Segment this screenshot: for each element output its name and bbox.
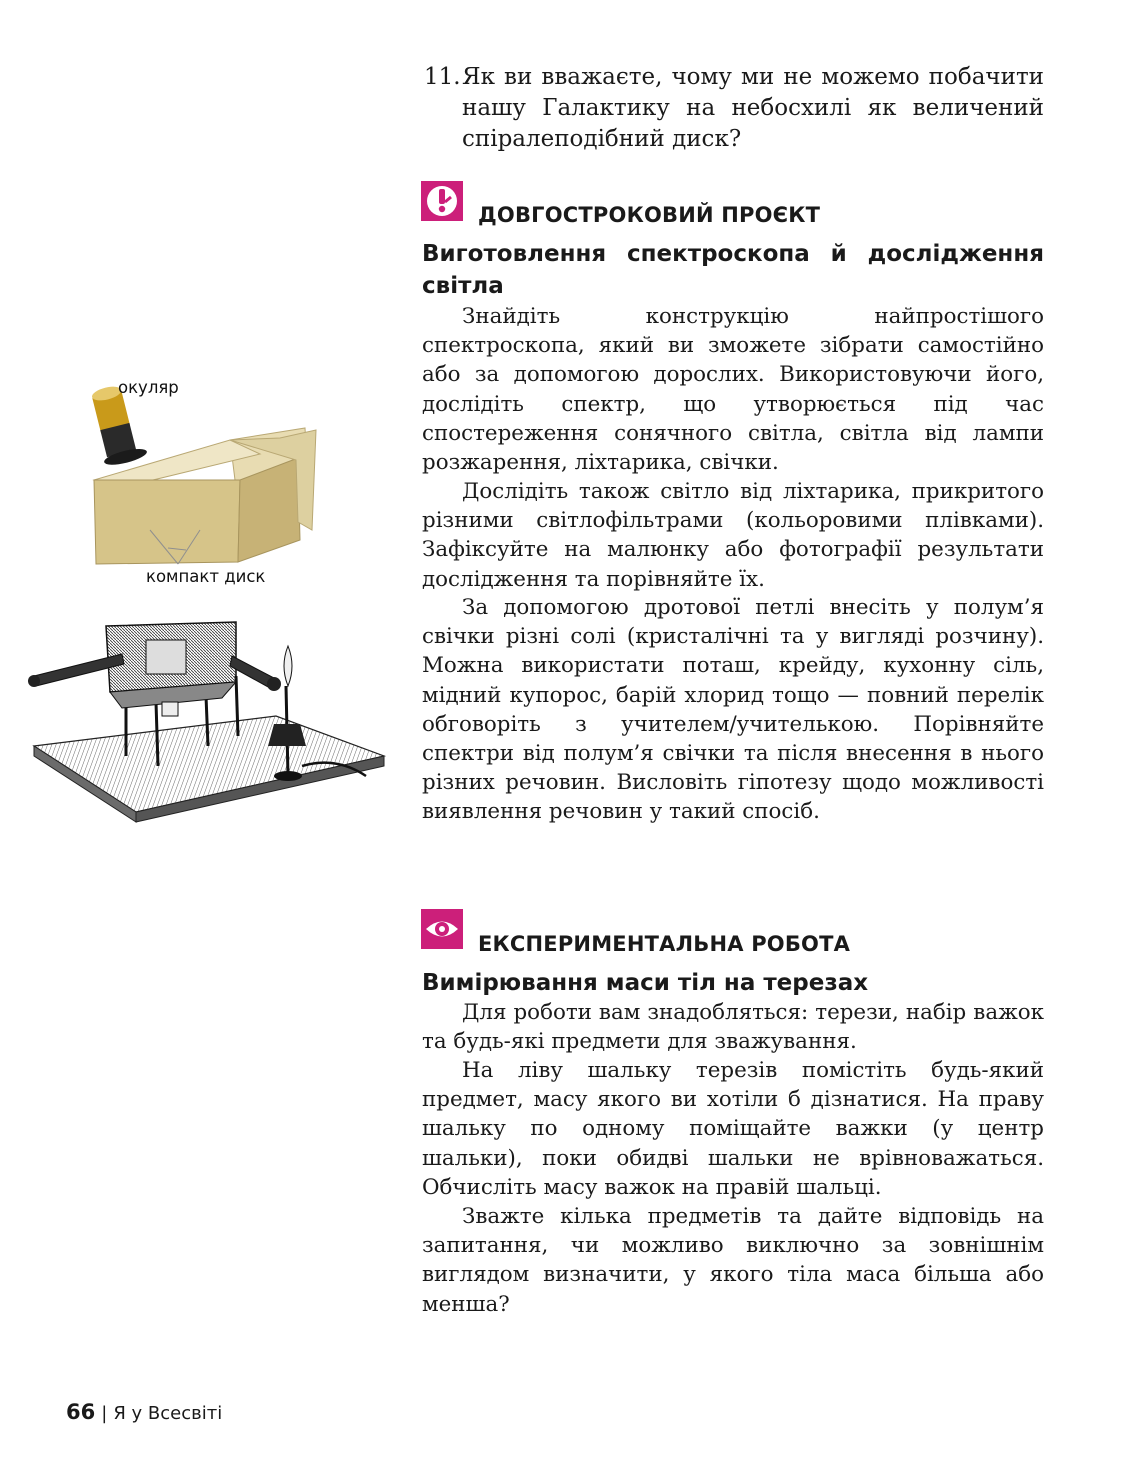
experiment-paragraph-1: Для роботи вам знадобляться: терези, набір важок та будь-які предмети для зважування. [422, 1000, 1044, 1055]
spectroscope-engraving [26, 616, 388, 828]
question-text: Як ви вважаєте, чому ми не можемо побачити нашу Галактику на небосхилі як величений спіралеподібний диск? [462, 64, 1044, 152]
experiment-heading: ЕКСПЕРИМЕНТАЛЬНА РОБОТА [478, 932, 851, 956]
page-number: 66 [66, 1400, 96, 1424]
project-paragraph-2: Дослідіть також світло від ліхтарика, прикритого різними світлофільтрами (кольоровими плівками). Зафіксуйте на малюнку або фотографії результати дослідження та порівняйте їх. [422, 479, 1044, 592]
compact-disc-label: компакт диск [146, 567, 266, 586]
eye-icon [421, 909, 463, 949]
experiment-paragraph-2: На ліву шальку терезів помістіть будь-який предмет, масу якого ви хотіли б дізнатися. На праву шальку по одному поміщайте важки (у центр шальки), поки обидві шальки не врівноважаться. Обчисліть масу важок на правій шальці. [422, 1058, 1044, 1200]
box-spectroscope-photo [80, 380, 360, 570]
book-title: Я у Всесвіті [113, 1403, 223, 1424]
project-paragraph-1: Знайдіть конструкцію найпростішого спектроскопа, який ви зможете зібрати самостійно або за допомогою дорослих. Використовуючи його, дослідіть спектр, що утворюється під час спостереження сонячного світла, світла від лампи розжарення, ліхтарика, свічки. [422, 304, 1044, 476]
experiment-subtitle: Вимірювання маси тіл на терезах [422, 970, 869, 996]
project-subtitle: Виготовлення спектроскопа й дослідження світла [422, 241, 1044, 299]
question-11 [424, 62, 1044, 155]
page-footer [66, 1400, 222, 1424]
exclamation-clock-icon [421, 181, 463, 221]
question-number: 11. [424, 64, 461, 90]
footer-separator: | [101, 1403, 108, 1424]
eyepiece-label: окуляр [118, 378, 179, 397]
experiment-paragraph-3: Зважте кілька предметів та дайте відповідь на запитання, чи можливо виключно за зовнішнім виглядом визначити, у якого тіла маса більша або менша? [422, 1204, 1044, 1317]
project-heading: ДОВГОСТРОКОВИЙ ПРОЄКТ [478, 203, 821, 227]
project-paragraph-3: За допомогою дротової петлі внесіть у полум’я свічки різні солі (кристалічні та у вигляді розчину). Можна використати поташ, крейду, кухонну сіль, мідний купорос, барій хлорид тощо — повний перелік обговоріть з учителем/учителькою. Порівняйте спектри від полум’я свічки та після внесення в нього різних речовин. Висловіть гіпотезу щодо можливості виявлення речовин у такий спосіб. [422, 595, 1044, 825]
